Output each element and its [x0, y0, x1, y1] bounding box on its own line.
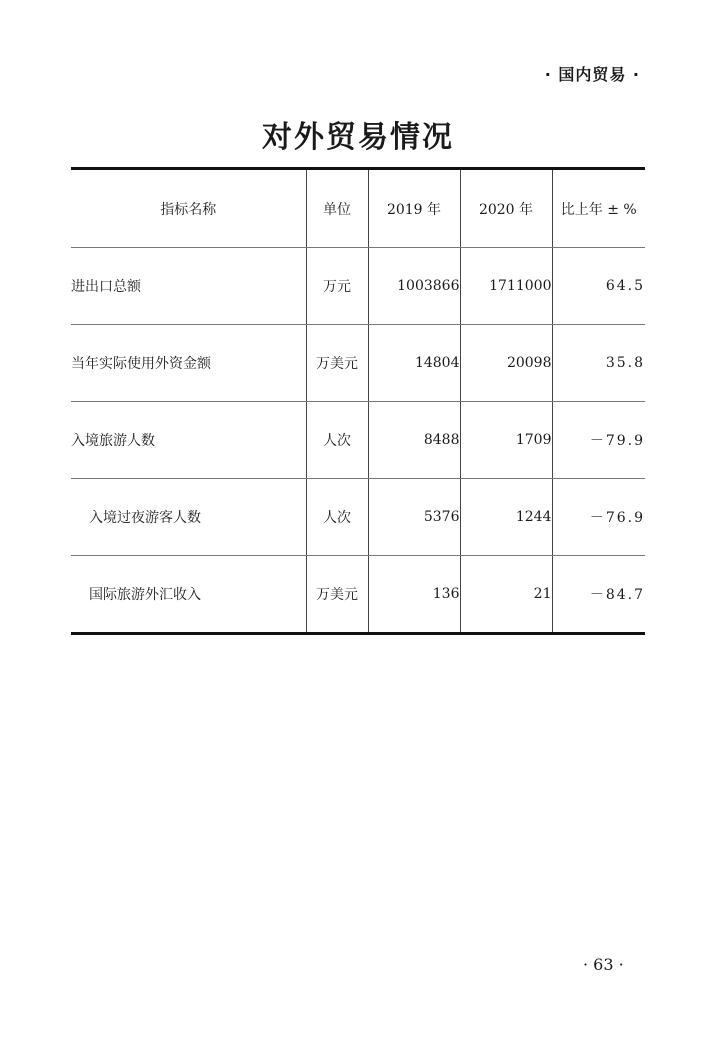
row-name: 入境过夜游客人数 — [71, 479, 306, 556]
row-unit: 万美元 — [306, 325, 368, 402]
row-value-2019: 14804 — [368, 325, 460, 402]
table-row — [71, 248, 645, 325]
table-header-row — [71, 169, 645, 248]
row-change: －79.9 — [552, 402, 645, 479]
column-header-unit: 单位 — [306, 169, 368, 248]
section-tag: · 国内贸易 · — [544, 65, 640, 84]
row-name: 入境旅游人数 — [71, 402, 306, 479]
column-header-2019: 2019 年 — [368, 169, 460, 248]
row-change: 35.8 — [552, 325, 645, 402]
row-value-2019: 1003866 — [368, 248, 460, 325]
row-unit: 万元 — [306, 248, 368, 325]
row-change: －76.9 — [552, 479, 645, 556]
column-header-indicator: 指标名称 — [71, 169, 306, 248]
row-value-2019: 5376 — [368, 479, 460, 556]
table-row — [71, 556, 645, 634]
row-change: －84.7 — [589, 587, 645, 603]
row-value-2020: 21 — [460, 556, 552, 634]
row-value-2020: 1711000 — [460, 248, 552, 325]
table-row — [71, 402, 645, 479]
page-title: 对外贸易情况 — [262, 120, 454, 155]
row-name: 进出口总额 — [71, 248, 306, 325]
row-change: 64.5 — [552, 248, 645, 325]
row-name: 当年实际使用外资金额 — [71, 325, 306, 402]
row-value-2020: 1244 — [460, 479, 552, 556]
column-header-2020: 2020 年 — [460, 169, 552, 248]
row-unit: 人次 — [306, 479, 368, 556]
row-value-2020: 1709 — [460, 402, 552, 479]
page-number: · 63 · — [583, 955, 624, 974]
row-value-2019: 8488 — [368, 402, 460, 479]
table-row — [71, 325, 645, 402]
row-unit: 人次 — [306, 402, 368, 479]
trade-table — [71, 167, 645, 635]
row-value-2019: 136 — [368, 556, 460, 634]
row-unit: 万美元 — [306, 556, 368, 634]
column-header-change: 比上年 ± % — [552, 169, 645, 248]
row-name: 国际旅游外汇收入 — [71, 556, 306, 634]
table-row — [71, 479, 645, 556]
row-value-2020: 20098 — [460, 325, 552, 402]
